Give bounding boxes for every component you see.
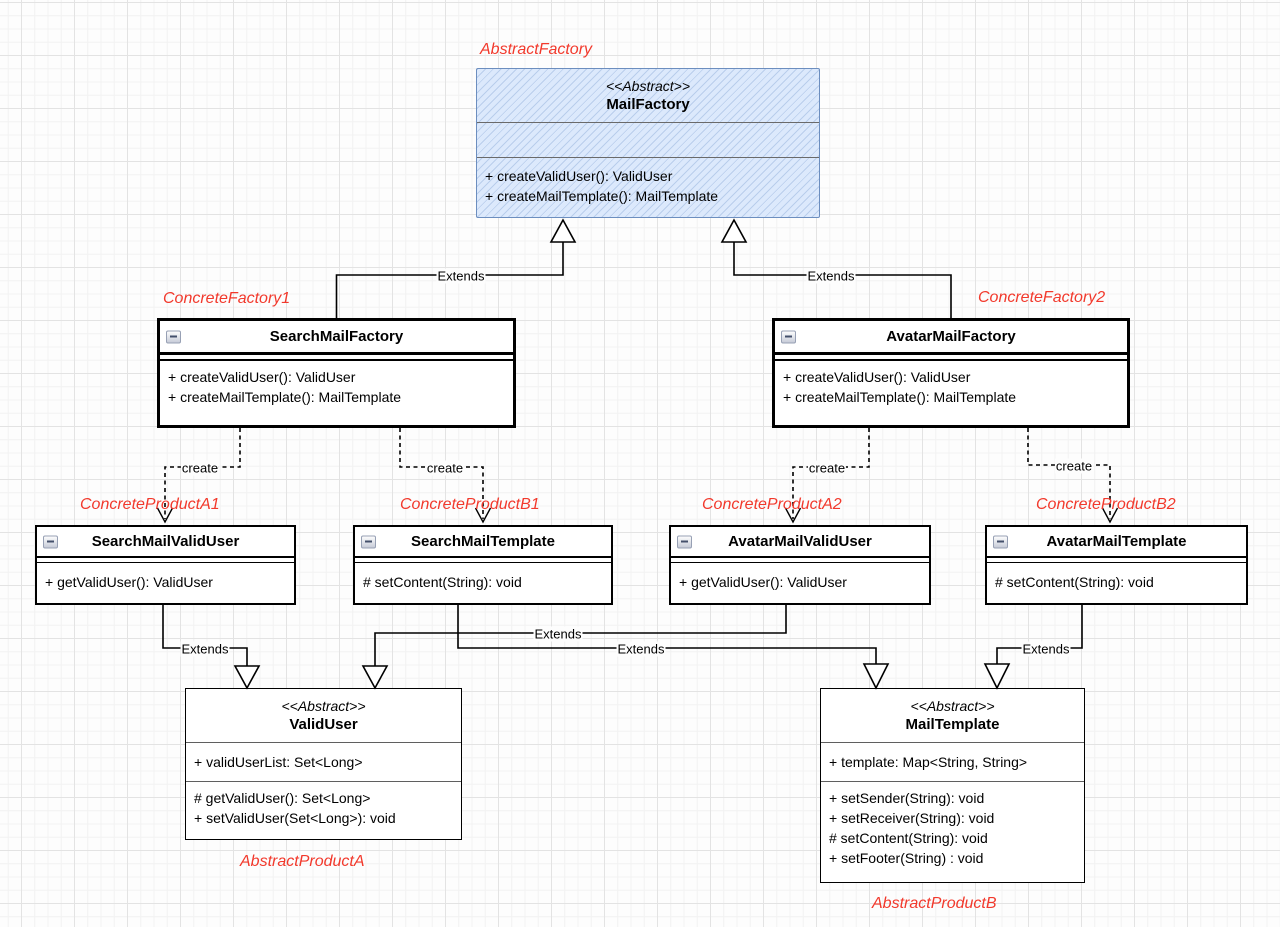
class-title: AvatarMailTemplate	[1046, 533, 1187, 550]
collapse-icon[interactable]	[993, 535, 1008, 548]
edge-label-extends[interactable]: Extends	[807, 268, 855, 284]
edge-extends-searchmailtemplate-mailtemplate[interactable]	[458, 605, 888, 688]
class-title: ValidUser	[289, 716, 358, 733]
method: + createValidUser(): ValidUser	[485, 168, 673, 184]
annotation-abstract-productB[interactable]: AbstractProductB	[872, 895, 997, 912]
stereotype: <<Abstract>>	[281, 698, 366, 714]
collapse-icon[interactable]	[361, 535, 376, 548]
annotation-concrete-productA1[interactable]: ConcreteProductA1	[80, 496, 220, 513]
stereotype: <<Abstract>>	[910, 698, 995, 714]
method: + createValidUser(): ValidUser	[783, 369, 971, 385]
annotation-concrete-productA2[interactable]: ConcreteProductA2	[702, 496, 842, 513]
method: + setReceiver(String): void	[829, 810, 995, 826]
class-header	[477, 69, 819, 123]
class-header	[671, 527, 929, 558]
method: # setContent(String): void	[363, 574, 522, 590]
attributes-compartment-empty	[477, 123, 819, 158]
class-title: SearchMailValidUser	[91, 533, 240, 550]
annotation-abstract-factory[interactable]: AbstractFactory	[480, 41, 593, 58]
class-title: SearchMailFactory	[269, 328, 404, 345]
class-header	[186, 689, 461, 743]
class-mail-factory[interactable]	[476, 68, 820, 218]
edge-label-extends[interactable]: Extends	[1022, 641, 1070, 657]
method: # setContent(String): void	[995, 574, 1154, 590]
class-valid-user[interactable]	[185, 688, 462, 840]
attributes-compartment	[186, 743, 461, 782]
edge-label-create[interactable]: create	[808, 460, 846, 476]
method: + setSender(String): void	[829, 790, 985, 806]
method: + createMailTemplate(): MailTemplate	[168, 389, 402, 405]
edge-label-extends[interactable]: Extends	[617, 641, 665, 657]
class-header	[987, 527, 1246, 558]
class-title: AvatarMailValidUser	[728, 533, 872, 550]
annotation-concrete-productB2[interactable]: ConcreteProductB2	[1036, 496, 1176, 513]
method: + getValidUser(): ValidUser	[679, 574, 847, 590]
annotation-concrete-factory2[interactable]: ConcreteFactory2	[978, 289, 1106, 306]
class-title: AvatarMailFactory	[886, 328, 1016, 345]
method: + getValidUser(): ValidUser	[45, 574, 213, 590]
class-mail-template[interactable]	[820, 688, 1085, 883]
methods-compartment	[477, 158, 819, 206]
class-avatar-mail-valid-user[interactable]	[669, 525, 931, 605]
attribute: + template: Map<String, String>	[829, 754, 1028, 770]
class-title: SearchMailTemplate	[411, 533, 555, 550]
methods-compartment	[160, 361, 513, 407]
method: + setValidUser(Set<Long>): void	[194, 810, 396, 826]
method: # getValidUser(): Set<Long>	[194, 790, 371, 806]
methods-compartment	[987, 563, 1246, 592]
class-header	[37, 527, 294, 558]
class-avatar-mail-factory[interactable]	[772, 318, 1130, 428]
methods-compartment	[37, 563, 294, 592]
edge-label-extends[interactable]: Extends	[181, 641, 229, 657]
edge-label-create[interactable]: create	[181, 460, 219, 476]
class-search-mail-template[interactable]	[353, 525, 613, 605]
edge-label-create[interactable]: create	[1055, 458, 1093, 474]
class-header	[355, 527, 611, 558]
collapse-icon[interactable]	[166, 330, 181, 343]
class-header	[160, 321, 513, 355]
annotation-concrete-productB1[interactable]: ConcreteProductB1	[400, 496, 540, 513]
class-title: MailFactory	[606, 96, 690, 113]
methods-compartment	[671, 563, 929, 592]
attribute: + validUserList: Set<Long>	[194, 754, 363, 770]
methods-compartment	[775, 361, 1127, 407]
edge-label-extends[interactable]: Extends	[534, 626, 582, 642]
method: + createMailTemplate(): MailTemplate	[783, 389, 1017, 405]
class-search-mail-factory[interactable]	[157, 318, 516, 428]
method: + createMailTemplate(): MailTemplate	[485, 188, 719, 204]
methods-compartment	[355, 563, 611, 592]
methods-compartment	[186, 782, 461, 828]
attributes-compartment	[821, 743, 1084, 782]
collapse-icon[interactable]	[781, 330, 796, 343]
method: # setContent(String): void	[829, 830, 988, 846]
collapse-icon[interactable]	[677, 535, 692, 548]
collapse-icon[interactable]	[43, 535, 58, 548]
annotation-abstract-productA[interactable]: AbstractProductA	[240, 853, 365, 870]
edge-label-extends[interactable]: Extends	[437, 268, 485, 284]
class-header	[821, 689, 1084, 743]
method: + createValidUser(): ValidUser	[168, 369, 356, 385]
method: + setFooter(String) : void	[829, 850, 984, 866]
stereotype: <<Abstract>>	[605, 78, 691, 94]
annotation-concrete-factory1[interactable]: ConcreteFactory1	[163, 290, 291, 307]
class-title: MailTemplate	[905, 716, 1000, 733]
class-header	[775, 321, 1127, 355]
class-search-mail-valid-user[interactable]	[35, 525, 296, 605]
class-avatar-mail-template[interactable]	[985, 525, 1248, 605]
methods-compartment	[821, 782, 1084, 868]
edge-label-create[interactable]: create	[426, 460, 464, 476]
